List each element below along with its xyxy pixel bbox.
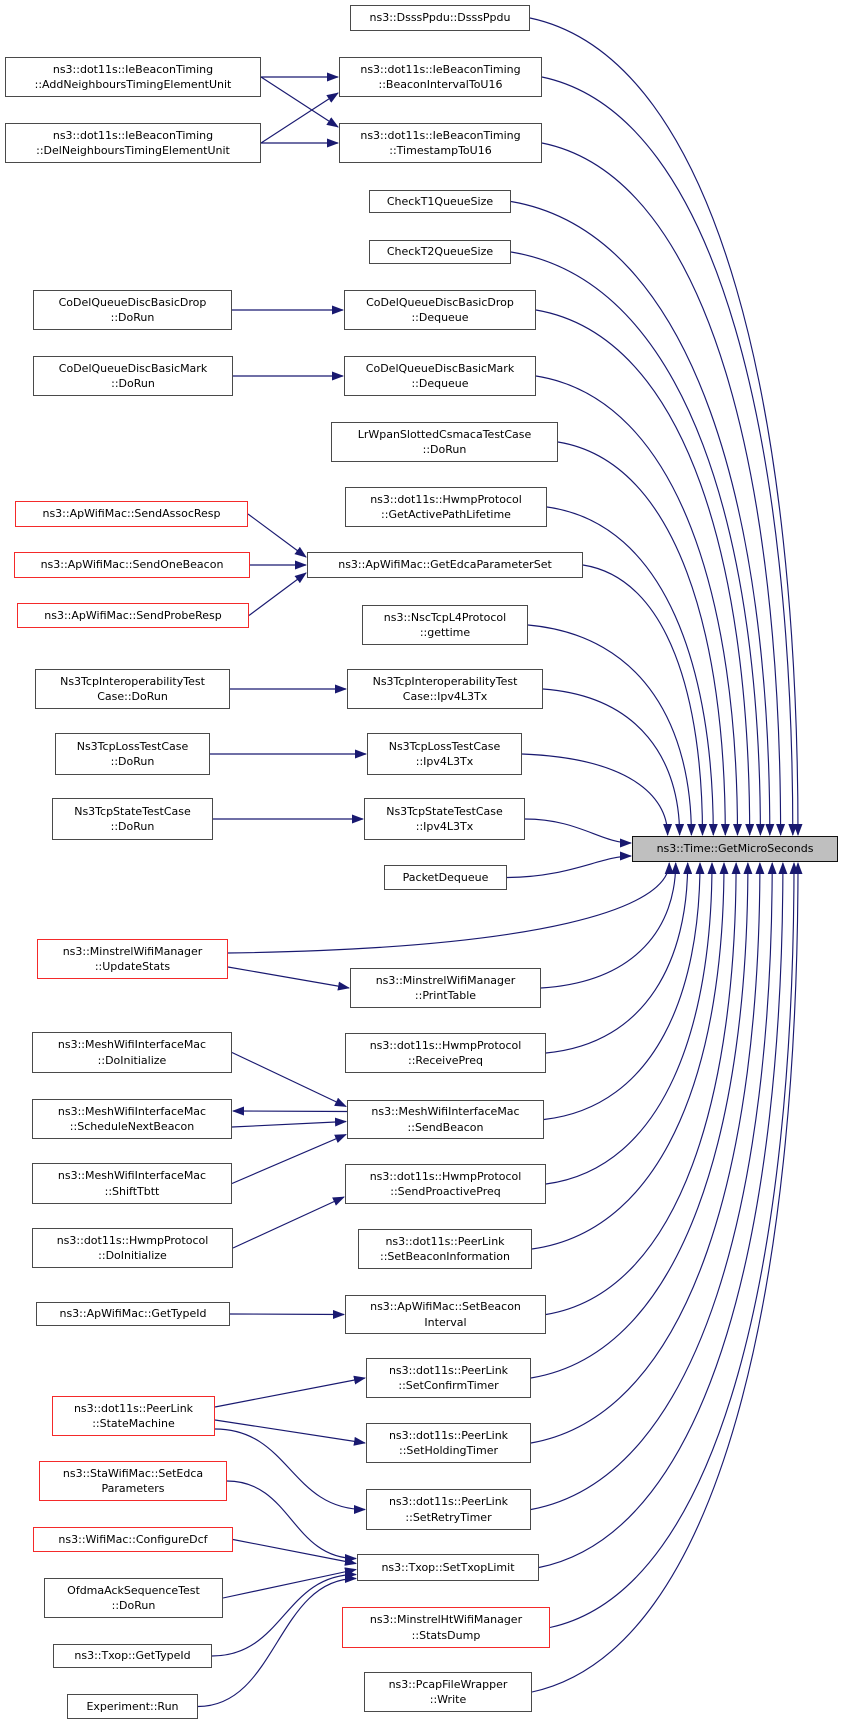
call-edge-minstrel_printtable-to-target bbox=[541, 863, 676, 988]
node-label: CheckT1QueueSize bbox=[386, 194, 494, 208]
node-peerlink_setholdingtimer[interactable] bbox=[366, 1423, 531, 1463]
node-mesh_doinit[interactable] bbox=[32, 1032, 232, 1073]
node-label: ::ReceivePreq bbox=[408, 1054, 483, 1067]
node-nsctcp_gettime[interactable] bbox=[362, 605, 528, 645]
node-send_probe_resp[interactable] bbox=[17, 603, 249, 628]
node-target bbox=[632, 836, 838, 862]
call-edge-del_neighbours-to-beaconinterval_tou16 bbox=[261, 93, 338, 143]
node-tcp_state_ipv4l3tx[interactable] bbox=[364, 798, 525, 840]
node-send_assoc_resp[interactable] bbox=[15, 501, 248, 527]
node-lrwpan_dorun[interactable] bbox=[331, 422, 558, 462]
node-label: ns3::ApWifiMac::GetEdcaParameterSet bbox=[338, 558, 552, 572]
node-del_neighbours[interactable] bbox=[5, 123, 261, 163]
node-peerlink_setbeaconinfo[interactable] bbox=[358, 1229, 532, 1269]
node-minstrelht_statsdump[interactable] bbox=[342, 1607, 550, 1648]
node-label: ::StateMachine bbox=[92, 1417, 175, 1430]
call-edge-minstrelht_statsdump-to-target bbox=[550, 863, 794, 1628]
node-minstrel_printtable[interactable] bbox=[350, 968, 541, 1008]
call-edge-mesh_doinit-to-mesh_sendbeacon bbox=[232, 1053, 346, 1107]
node-label: ::DoRun bbox=[110, 820, 155, 833]
node-label: ::UpdateStats bbox=[94, 960, 171, 973]
node-peerlink_setconfirmtimer[interactable] bbox=[366, 1358, 531, 1398]
node-label: CoDelQueueDiscBasicMark bbox=[58, 361, 208, 375]
node-label: ::SetConfirmTimer bbox=[398, 1379, 499, 1392]
call-edge-tcp_loss_ipv4l3tx-to-target bbox=[522, 754, 668, 835]
node-label: ::Dequeue bbox=[411, 311, 469, 324]
call-edge-getedcaparamset-to-target bbox=[583, 565, 703, 835]
node-label: ::gettime bbox=[419, 626, 471, 639]
node-codel_mark_dequeue[interactable] bbox=[344, 356, 536, 396]
node-txop_settxoplimit[interactable] bbox=[357, 1554, 539, 1581]
node-label: ns3::ApWifiMac::SendProbeResp bbox=[44, 608, 222, 622]
node-label: ns3::dot11s::PeerLink bbox=[385, 1234, 505, 1248]
node-label: ::DoRun bbox=[110, 311, 155, 324]
node-label: ns3::dot11s::HwmpProtocol bbox=[369, 1038, 522, 1052]
node-add_neighbours[interactable] bbox=[5, 57, 261, 97]
node-label: ns3::dot11s::PeerLink bbox=[388, 1495, 509, 1508]
node-label: Ns3TcpStateTestCase bbox=[386, 804, 503, 818]
node-beaconinterval_tou16[interactable] bbox=[339, 57, 542, 97]
call-edge-checkt2-to-target bbox=[511, 252, 760, 835]
node-label: ns3::StaWifiMac::SetEdca bbox=[62, 1466, 204, 1480]
call-edge-checkt1-to-target bbox=[511, 202, 770, 836]
node-label: ns3::ApWifiMac::GetTypeId bbox=[59, 1307, 207, 1321]
call-edge-peerlink_statemachine-to-peerlink_setretrytimer bbox=[215, 1429, 365, 1510]
node-label: ::Ipv4L3Tx bbox=[415, 755, 474, 768]
node-label: ::DoInitialize bbox=[98, 1249, 167, 1262]
call-edge-hwmp_receivepreq-to-target bbox=[546, 863, 688, 1053]
node-label: ns3::MinstrelWifiManager bbox=[375, 973, 516, 987]
node-label: ::SendBeacon bbox=[407, 1120, 484, 1134]
node-label: ns3::WifiMac::ConfigureDcf bbox=[58, 1532, 208, 1546]
node-label: CoDelQueueDiscBasicMark bbox=[365, 361, 515, 375]
call-edge-tcp_interop_ipv4l3tx-to-target bbox=[543, 689, 680, 835]
node-label: ns3::dot11s::HwmpProtocol bbox=[369, 1169, 522, 1183]
node-label: ::DoRun bbox=[422, 443, 467, 456]
node-label: ::SendProactivePreq bbox=[390, 1185, 501, 1198]
call-edge-txop_settxoplimit-to-target bbox=[539, 863, 783, 1568]
node-peerlink_setretrytimer[interactable] bbox=[366, 1489, 531, 1530]
node-label: ns3::dot11s::PeerLink bbox=[73, 1401, 194, 1415]
call-edge-packetdequeue-to-target bbox=[507, 856, 631, 878]
node-label: ns3::dot11s::IeBeaconTiming bbox=[360, 62, 521, 76]
node-label: ::Dequeue bbox=[411, 377, 469, 390]
call-edge-tcp_state_ipv4l3tx-to-target bbox=[525, 819, 631, 843]
node-codel_drop_dorun[interactable] bbox=[33, 290, 232, 330]
node-hwmp_doinit[interactable] bbox=[32, 1228, 233, 1268]
node-label: ::DoInitialize bbox=[97, 1053, 167, 1067]
node-label: Ns3TcpLossTestCase bbox=[388, 739, 501, 753]
node-label: Ns3TcpInteroperabilityTest bbox=[372, 674, 518, 688]
node-label: ns3::dot11s::PeerLink bbox=[388, 1428, 509, 1442]
node-tcp_interop_ipv4l3tx[interactable] bbox=[347, 669, 543, 709]
node-tcp_interop_dorun[interactable] bbox=[35, 669, 230, 709]
call-edge-mesh_shifttbtt-to-mesh_sendbeacon bbox=[232, 1135, 346, 1184]
node-dsssppdu[interactable] bbox=[350, 5, 530, 31]
call-edge-mesh_sendbeacon-to-target bbox=[544, 863, 700, 1120]
call-edge-apwifimac_setbeaconinterval-to-target bbox=[546, 863, 736, 1315]
node-label: ns3::ApWifiMac::SendOneBeacon bbox=[40, 558, 224, 572]
call-edge-codel_mark_dequeue-to-target bbox=[536, 376, 738, 835]
node-label: ns3::MeshWifiInterfaceMac bbox=[57, 1104, 207, 1118]
call-edge-hwmp_doinit-to-hwmp_sendproactive bbox=[233, 1197, 344, 1248]
node-hwmp_receivepreq[interactable] bbox=[345, 1033, 546, 1073]
node-label: ::StatsDump bbox=[411, 1628, 481, 1642]
node-label: Parameters bbox=[101, 1482, 165, 1495]
node-label: ns3::Txop::SetTxopLimit bbox=[381, 1560, 515, 1574]
node-label: ns3::MeshWifiInterfaceMac bbox=[57, 1169, 207, 1182]
node-hwmp_sendproactive[interactable] bbox=[345, 1164, 546, 1204]
node-label: ns3::MeshWifiInterfaceMac bbox=[371, 1105, 520, 1118]
call-edge-peerlink_setbeaconinfo-to-target bbox=[532, 863, 724, 1249]
node-txop_gettypeid[interactable] bbox=[53, 1644, 212, 1668]
node-mesh_schednextbeacon[interactable] bbox=[32, 1099, 232, 1139]
node-label: ::ScheduleNextBeacon bbox=[69, 1120, 195, 1133]
node-label: CheckT2QueueSize bbox=[386, 245, 494, 259]
node-label: ::SetHoldingTimer bbox=[399, 1444, 498, 1457]
node-label: Experiment::Run bbox=[86, 1699, 179, 1713]
node-apwifimac_setbeaconinterval[interactable] bbox=[345, 1295, 546, 1334]
call-edge-ofdma_dorun-to-txop_settxoplimit bbox=[223, 1570, 356, 1599]
node-getedcaparamset[interactable] bbox=[307, 552, 583, 578]
node-label: LrWpanSlottedCsmacaTestCase bbox=[357, 427, 532, 441]
node-label: Ns3TcpStateTestCase bbox=[74, 804, 191, 818]
node-wifimac_configdcf[interactable] bbox=[33, 1527, 233, 1552]
node-label: ns3::DsssPpdu::DsssPpdu bbox=[369, 11, 511, 25]
node-peerlink_statemachine[interactable] bbox=[52, 1396, 215, 1436]
node-codel_drop_dequeue[interactable] bbox=[344, 290, 536, 330]
node-label: CoDelQueueDiscBasicDrop bbox=[366, 295, 514, 309]
node-label: ns3::dot11s::PeerLink bbox=[388, 1363, 509, 1377]
call-edge-peerlink_setholdingtimer-to-target bbox=[531, 863, 760, 1443]
node-label: ::Ipv4L3Tx bbox=[415, 820, 474, 833]
node-label: ns3::MinstrelWifiManager bbox=[62, 944, 203, 958]
node-label: PacketDequeue bbox=[402, 870, 489, 884]
call-edge-peerlink_setretrytimer-to-target bbox=[531, 863, 772, 1510]
node-minstrel_updatestats[interactable] bbox=[37, 939, 228, 979]
node-label: Ns3TcpInteroperabilityTest bbox=[60, 674, 205, 688]
call-edge-send_probe_resp-to-getedcaparamset bbox=[249, 573, 306, 616]
node-checkt1[interactable] bbox=[369, 190, 511, 213]
node-label: ::DelNeighboursTimingElementUnit bbox=[36, 144, 230, 157]
node-label: CoDelQueueDiscBasicDrop bbox=[58, 295, 207, 309]
node-experiment_run[interactable] bbox=[67, 1694, 198, 1719]
call-edge-add_neighbours-to-timestamp_tou16 bbox=[261, 77, 338, 127]
node-label: Ns3TcpLossTestCase bbox=[76, 739, 189, 753]
node-stawifimac_setedca[interactable] bbox=[39, 1461, 227, 1501]
node-label: ns3::Time::GetMicroSeconds bbox=[656, 842, 814, 856]
node-label: ::PrintTable bbox=[414, 989, 477, 1002]
call-edge-timestamp_tou16-to-target bbox=[542, 143, 781, 835]
node-label: ns3::Txop::GetTypeId bbox=[74, 1649, 191, 1663]
node-label: ns3::PcapFileWrapper bbox=[388, 1677, 508, 1691]
node-label: ns3::dot11s::HwmpProtocol bbox=[56, 1233, 209, 1247]
node-label: ::SetRetryTimer bbox=[405, 1510, 492, 1524]
call-edge-txop_gettypeid-to-txop_settxoplimit bbox=[212, 1575, 356, 1657]
call-edge-minstrel_updatestats-to-minstrel_printtable bbox=[228, 967, 349, 988]
call-edge-send_assoc_resp-to-getedcaparamset bbox=[248, 514, 306, 557]
call-edge-beaconinterval_tou16-to-target bbox=[542, 77, 793, 835]
node-label: ::ShiftTbtt bbox=[104, 1184, 160, 1198]
node-label: ns3::dot11s::IeBeaconTiming bbox=[360, 128, 521, 142]
node-label: ::Write bbox=[429, 1693, 467, 1706]
call-edge-stawifimac_setedca-to-txop_settxoplimit bbox=[227, 1481, 356, 1559]
node-apwifimac_gettypeid[interactable] bbox=[36, 1302, 230, 1326]
node-label: Case::DoRun bbox=[97, 690, 168, 703]
call-edge-wifimac_configdcf-to-txop_settxoplimit bbox=[233, 1540, 356, 1564]
node-label: ns3::dot11s::IeBeaconTiming bbox=[52, 128, 214, 142]
node-mesh_sendbeacon[interactable] bbox=[347, 1100, 544, 1139]
node-label: ns3::MinstrelHtWifiManager bbox=[369, 1613, 523, 1626]
node-label: Interval bbox=[424, 1315, 467, 1329]
node-label: ::DoRun bbox=[111, 1599, 156, 1612]
node-hwmp_getactivepath[interactable] bbox=[345, 487, 547, 527]
node-send_one_beacon[interactable] bbox=[14, 552, 250, 578]
node-label: Case::Ipv4L3Tx bbox=[402, 690, 488, 703]
node-label: ::DoRun bbox=[110, 755, 155, 768]
node-mesh_shifttbtt[interactable] bbox=[32, 1163, 232, 1204]
node-label: ::AddNeighboursTimingElementUnit bbox=[34, 78, 232, 91]
node-label: ns3::NscTcpL4Protocol bbox=[383, 610, 507, 624]
node-timestamp_tou16[interactable] bbox=[339, 123, 542, 163]
call-edge-mesh_schednextbeacon-to-mesh_sendbeacon bbox=[232, 1122, 346, 1128]
node-label: ::GetActivePathLifetime bbox=[381, 508, 511, 521]
node-codel_mark_dorun[interactable] bbox=[33, 356, 233, 396]
node-label: ::BeaconIntervalToU16 bbox=[378, 78, 503, 91]
call-edge-hwmp_sendproactive-to-target bbox=[546, 863, 712, 1184]
call-edge-peerlink_statemachine-to-peerlink_setconfirmtimer bbox=[215, 1378, 365, 1407]
node-ofdma_dorun[interactable] bbox=[44, 1578, 223, 1618]
node-tcp_loss_dorun[interactable] bbox=[55, 733, 210, 775]
call-edge-dsssppdu-to-target bbox=[530, 18, 798, 835]
node-label: ::TimestampToU16 bbox=[389, 144, 492, 157]
node-label: ::DoRun bbox=[111, 377, 155, 390]
node-label: ns3::dot11s::IeBeaconTiming bbox=[52, 62, 214, 76]
node-checkt2[interactable] bbox=[369, 240, 511, 264]
node-label: ns3::MeshWifiInterfaceMac bbox=[57, 1038, 207, 1051]
node-packetdequeue[interactable] bbox=[384, 865, 507, 890]
call-edge-mesh_sendbeacon-to-mesh_schednextbeacon bbox=[233, 1111, 347, 1112]
node-label: ns3::ApWifiMac::SendAssocResp bbox=[42, 507, 221, 521]
node-label: ns3::ApWifiMac::SetBeacon bbox=[370, 1300, 521, 1313]
node-tcp_state_dorun[interactable] bbox=[52, 798, 213, 840]
call-edge-apwifimac_gettypeid-to-apwifimac_setbeaconinterval bbox=[230, 1314, 344, 1315]
node-tcp_loss_ipv4l3tx[interactable] bbox=[367, 733, 522, 775]
node-label: OfdmaAckSequenceTest bbox=[67, 1583, 200, 1597]
node-pcap_write[interactable] bbox=[364, 1672, 532, 1712]
node-label: ns3::dot11s::HwmpProtocol bbox=[370, 492, 522, 506]
call-edge-nsctcp_gettime-to-target bbox=[528, 625, 691, 835]
node-label: ::SetBeaconInformation bbox=[380, 1250, 510, 1263]
